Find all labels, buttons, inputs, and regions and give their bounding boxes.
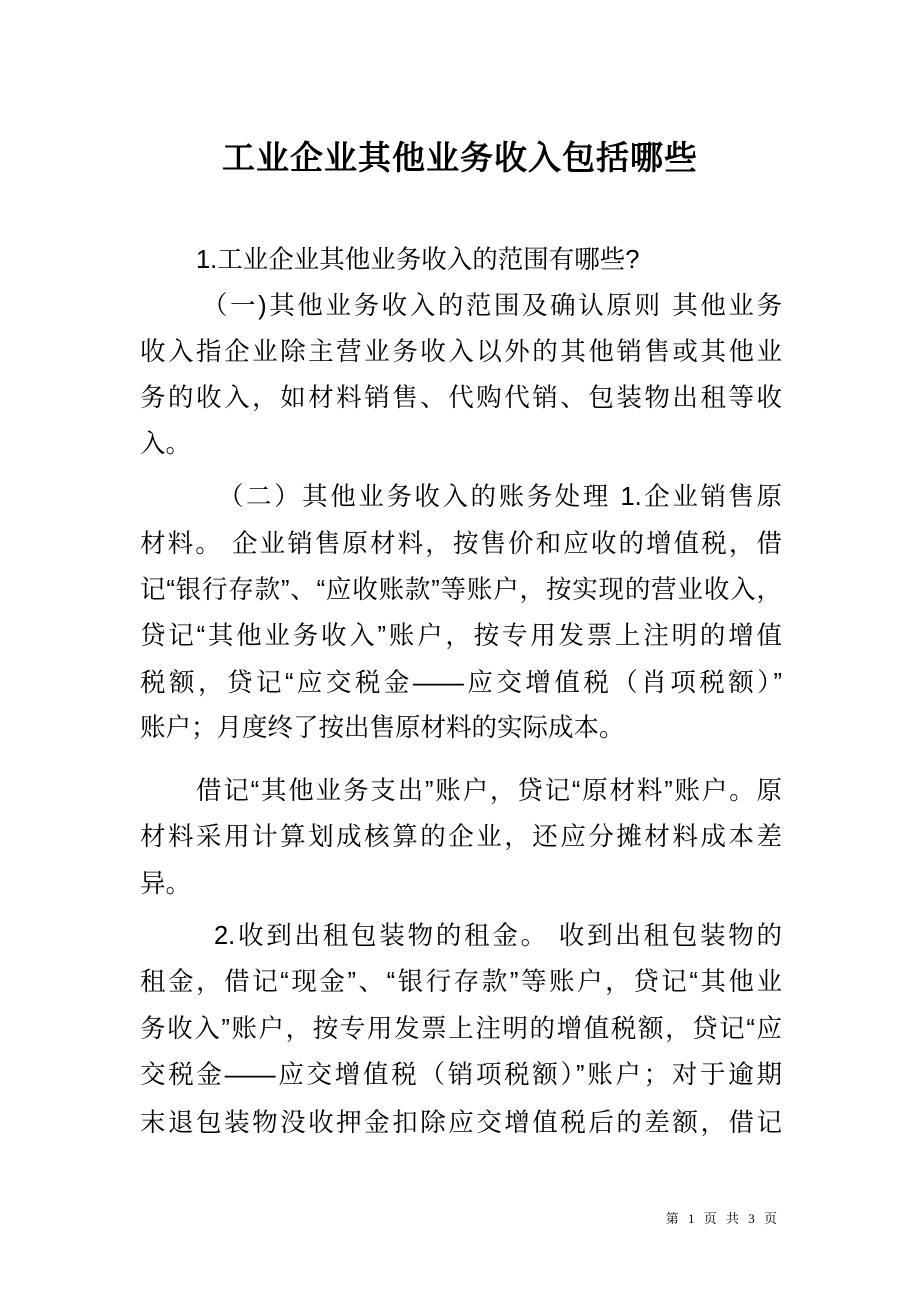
text-line: 材料采用计算划成核算的企业，还应分摊材料成本差 xyxy=(140,823,782,851)
text-line: 材料。 企业销售原材料，按售价和应收的增值税，借 xyxy=(140,530,782,558)
text-line: 务的收入，如材料销售、代购代销、包装物出租等收 xyxy=(140,384,782,412)
text-line: 交税金——应交增值税（销项税额）”账户；对于逾期 xyxy=(140,1061,782,1089)
text-line: 末退包装物没收押金扣除应交增值税后的差额，借记 xyxy=(140,1109,782,1137)
text-line: 税额，贷记“应交税金——应交增值税（肖项税额）” xyxy=(140,669,782,697)
text-line: 入。 xyxy=(140,430,192,458)
text-line: 1.工业企业其他业务收入的范围有哪些? xyxy=(196,246,640,274)
text-line: 租金，借记“现金”、“银行存款”等账户，贷记“其他业 xyxy=(140,968,782,996)
text-line: 收入指企业除主营业务收入以外的其他销售或其他业 xyxy=(140,338,782,366)
text-line: 账户；月度终了按出售原材料的实际成本。 xyxy=(140,714,625,742)
text-line: 2.收到出租包装物的租金。 收到出租包装物的 xyxy=(214,922,782,950)
page-number-footer: 第 1 页 共 3 页 xyxy=(665,1211,780,1226)
text-line: （一)其他业务收入的范围及确认原则 其他业务 xyxy=(202,292,782,320)
text-line: 务收入”账户，按专用发票上注明的增值税额，贷记“应 xyxy=(140,1015,782,1043)
text-line: 贷记“其他业务收入”账户，按专用发票上注明的增值 xyxy=(140,622,782,650)
text-line: 借记“其他业务支出”账户，贷记“原材料”账户。原 xyxy=(196,777,782,805)
text-line: 记“银行存款”、“应收账款”等账户，按实现的营业收入， xyxy=(140,576,782,604)
document-title: 工业企业其他业务收入包括哪些 xyxy=(222,141,698,177)
text-line: （二）其他业务收入的账务处理 1.企业销售原 xyxy=(218,483,782,511)
text-line: 异。 xyxy=(140,870,192,898)
